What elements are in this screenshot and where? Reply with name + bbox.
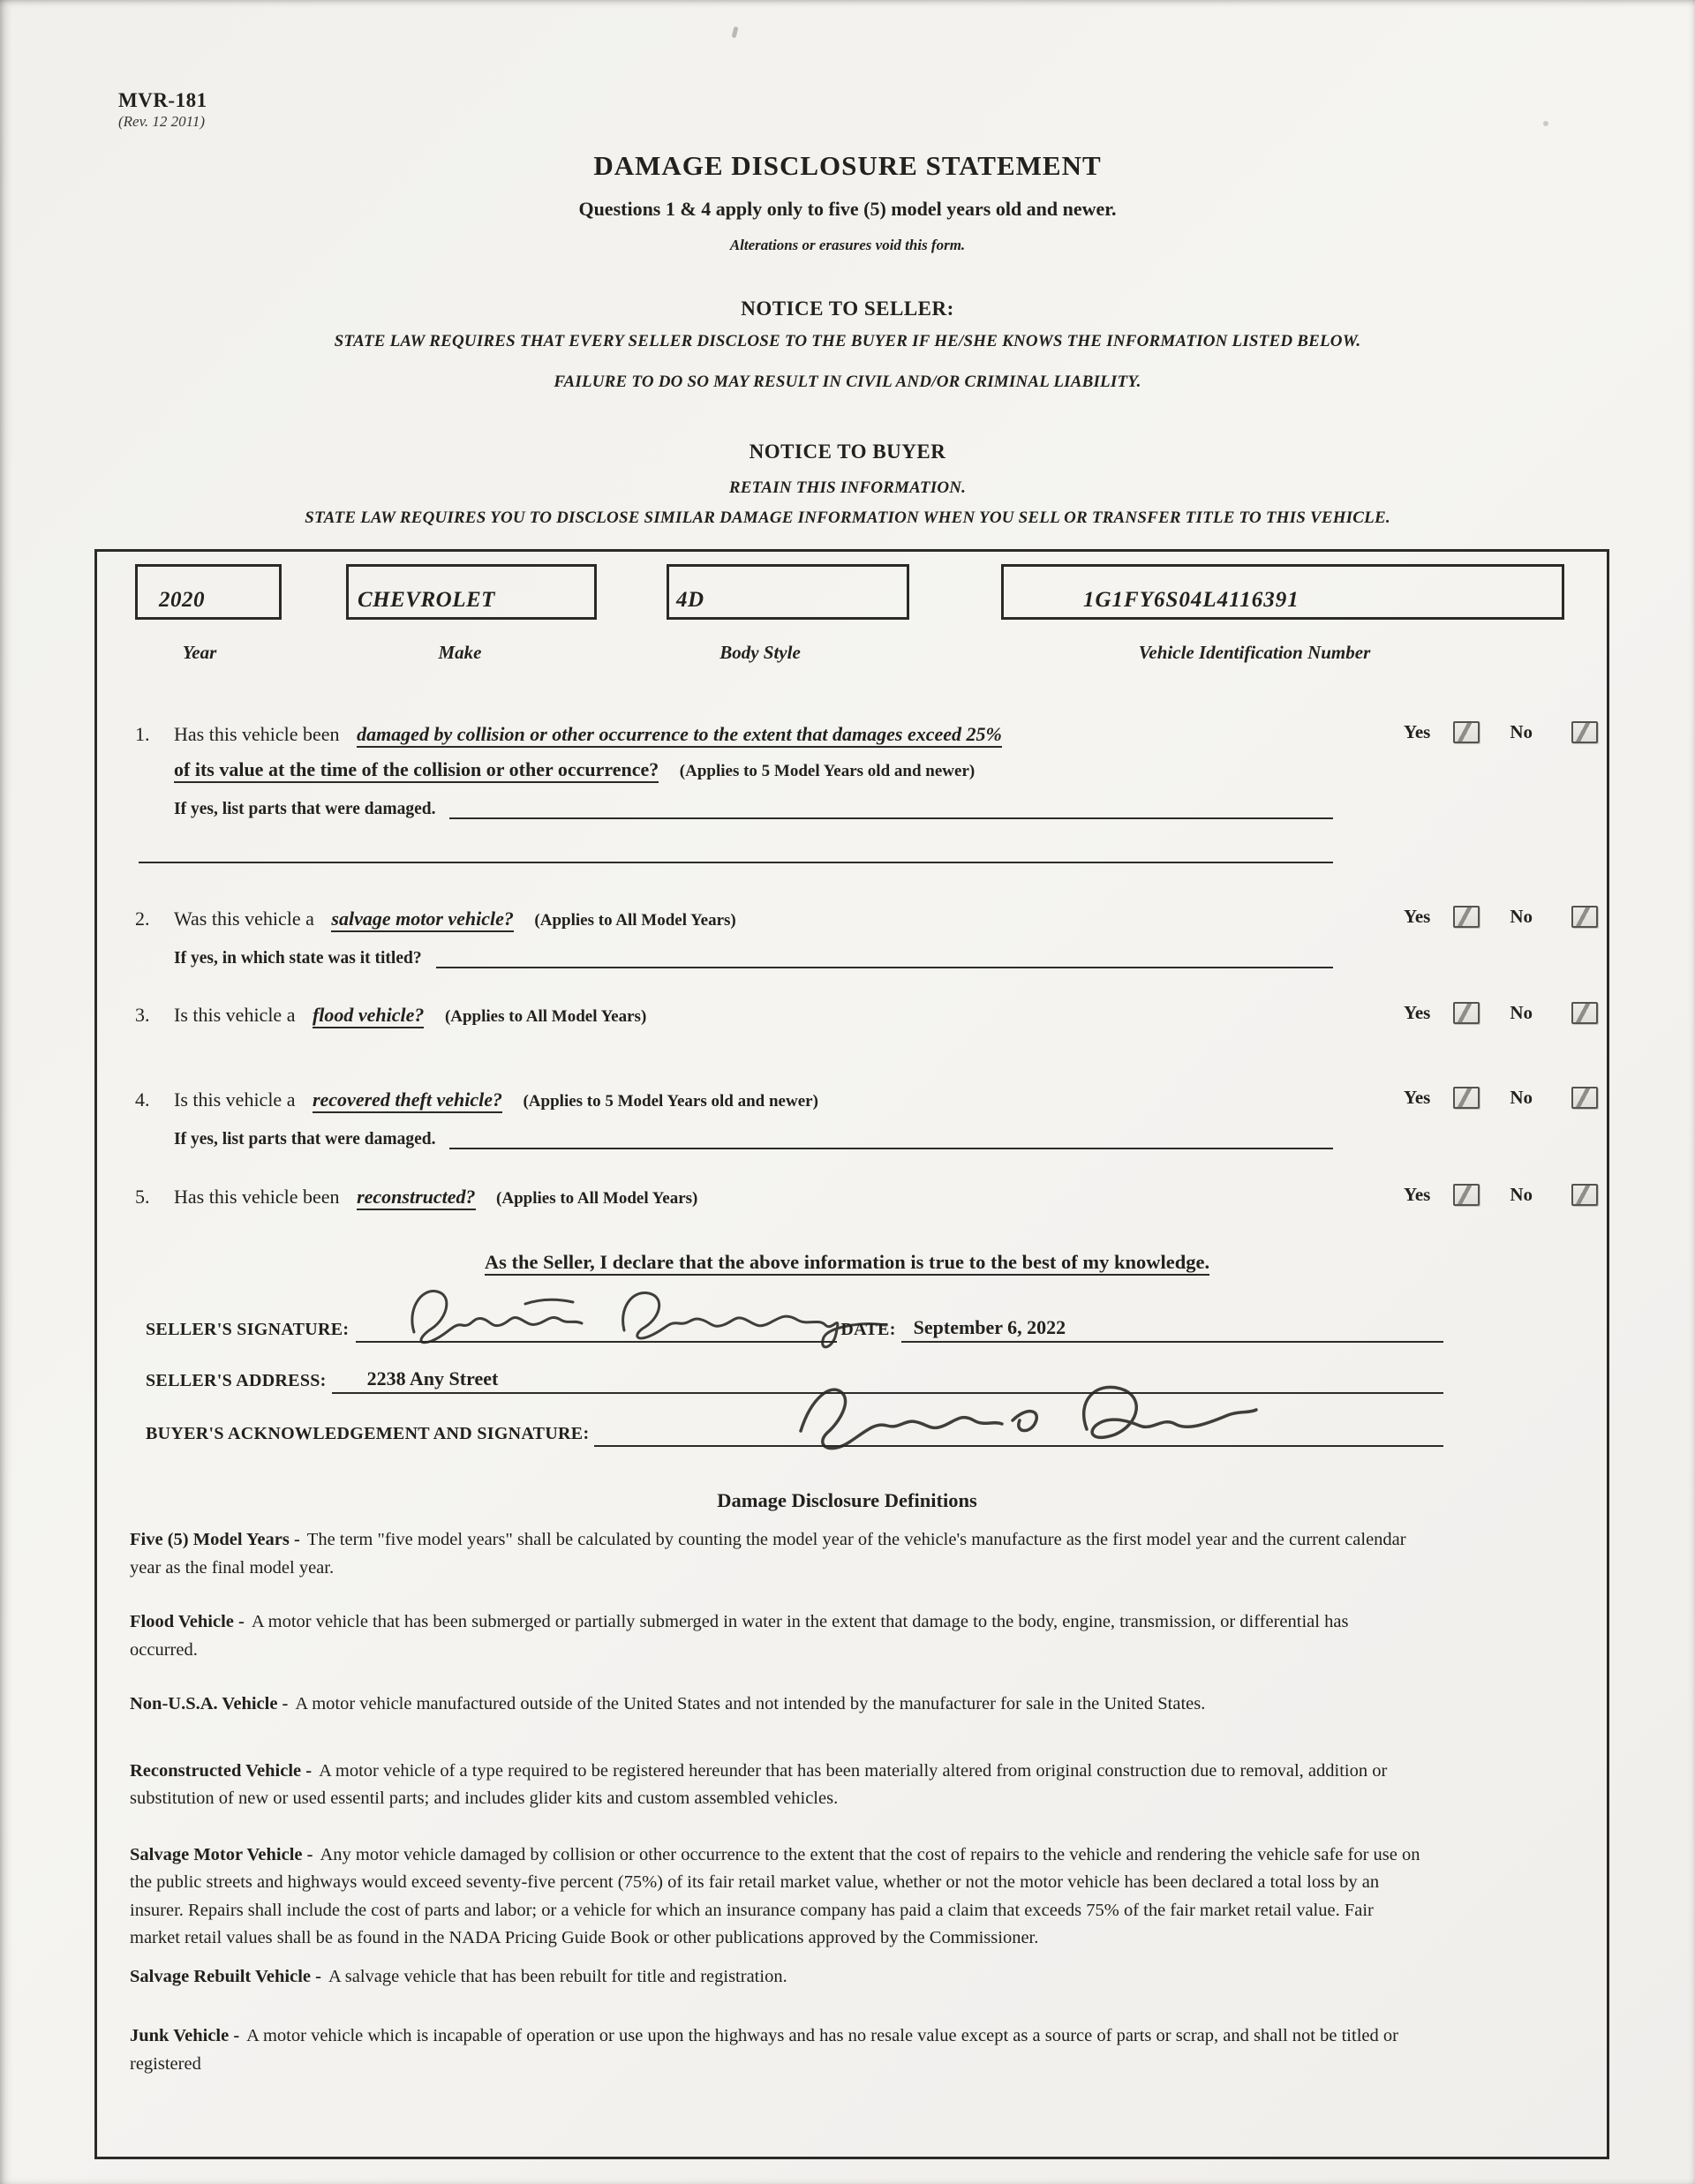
question-5: [135, 1182, 1598, 1214]
definition-term: Reconstructed Vehicle -: [130, 1760, 313, 1781]
vin-value: 1G1FY6S04L4116391: [1083, 588, 1300, 612]
year-label: Year: [182, 642, 217, 663]
question-number: 3.: [135, 1004, 150, 1026]
no-checkbox: [1571, 1002, 1598, 1024]
page-title: DAMAGE DISCLOSURE STATEMENT: [593, 150, 1102, 181]
question-3-yesno: [1404, 1002, 1598, 1024]
form-header: [0, 0, 1695, 530]
yes-label: Yes: [1403, 1002, 1431, 1023]
no-label: No: [1510, 721, 1533, 742]
question-1: [135, 719, 1598, 863]
notice-to-seller-heading: NOTICE TO SELLER:: [741, 297, 954, 320]
question-prefix: Has this vehicle been: [174, 723, 340, 745]
date-label: DATE:: [840, 1320, 896, 1339]
yes-label: Yes: [1403, 906, 1431, 927]
definition-term: Flood Vehicle -: [130, 1612, 245, 1631]
question-number: 5.: [135, 1186, 150, 1208]
definition-text: A motor vehicle of a type required to be registered hereunder that has been materially altered from original construction due to removal, addition or substitution of new or used essentil parts; and includes glider kits and custom assembled vehicles.: [130, 1760, 1388, 1808]
form-number: MVR-181: [118, 89, 207, 111]
yes-label: Yes: [1403, 1184, 1431, 1205]
make-field: [346, 564, 597, 620]
yes-label: Yes: [1403, 1087, 1431, 1108]
make-label: Make: [438, 642, 482, 663]
date-line: [901, 1300, 1443, 1343]
seller-declaration-text: As the Seller, I declare that the above information is true to the best of my knowledge.: [485, 1251, 1209, 1276]
vehicle-info-section: [135, 564, 1598, 697]
question-2-yesno: [1404, 906, 1598, 928]
question-emphasis: salvage motor vehicle?: [331, 907, 514, 932]
question-4: [135, 1085, 1598, 1155]
no-checkbox: [1571, 1087, 1598, 1109]
vin-field: [1001, 564, 1564, 620]
yes-checkbox: [1453, 721, 1480, 743]
followup-label: If yes, list parts that were damaged.: [174, 1130, 436, 1148]
form-number-block: [118, 88, 207, 131]
definition-text: Any motor vehicle damaged by collision or other occurrence to the extent that the cost of repairs to the vehicle and rendering the vehicle safe for use on the public streets and highways would exceed seventy-five percent (75%) of its fair retail market value, whether or not the motor vehicle has been declared a total loss by an insurer. Repairs shall include the cost of parts and labor; or a vehicle for which an insurance company has paid a claim that exceeds 75% of the fair market retail value. Fair market retail values shall be as found in the NADA Pricing Guide Book or other publications approved by the Commissioner.: [130, 1844, 1420, 1947]
notice-to-seller-line2: FAILURE TO DO SO MAY RESULT IN CIVIL AND/OR CRIMINAL LIABILITY.: [554, 373, 1141, 391]
answer-line: [449, 1148, 1333, 1149]
no-label: No: [1510, 1087, 1533, 1108]
definition-reconstructed-vehicle: [130, 1758, 1420, 1813]
yes-checkbox: [1453, 1087, 1480, 1109]
yes-label: Yes: [1403, 721, 1431, 742]
question-number: 1.: [135, 723, 150, 745]
question-1-yesno: [1404, 721, 1598, 743]
seller-declaration: [135, 1247, 1598, 1277]
buyer-signature-row: [146, 1408, 1443, 1447]
question-number: 4.: [135, 1088, 150, 1111]
applies-note: (Applies to All Model Years): [444, 1007, 647, 1026]
definition-five-model-years: [130, 1526, 1420, 1582]
no-label: No: [1510, 1184, 1533, 1205]
question-1-line1: [135, 719, 1598, 749]
yes-checkbox: [1453, 1002, 1480, 1024]
applies-note: (Applies to 5 Model Years old and newer): [679, 762, 976, 780]
year-value: 2020: [159, 588, 205, 612]
seller-signature-line: [356, 1300, 837, 1343]
date-value: September 6, 2022: [913, 1316, 1066, 1338]
question-prefix: Was this vehicle a: [174, 907, 314, 930]
vin-label: Vehicle Identification Number: [1138, 642, 1371, 663]
question-4-yesno: [1404, 1087, 1598, 1109]
buyer-signature-line: [594, 1408, 1443, 1447]
definition-non-usa-vehicle: [130, 1691, 1420, 1719]
no-checkbox: [1571, 906, 1598, 928]
body-style-field: [667, 564, 909, 620]
seller-address-row: [146, 1355, 1443, 1394]
question-emphasis: reconstructed?: [357, 1186, 475, 1210]
question-emphasis: damaged by collision or other occurrence to the extent that damages exceed 25%: [357, 723, 1002, 748]
answer-line: [436, 967, 1333, 968]
question-prefix: Has this vehicle been: [174, 1186, 340, 1208]
question-2: [135, 904, 1598, 974]
definition-text: A salvage vehicle that has been rebuilt for title and registration.: [328, 1966, 787, 1986]
notice-to-buyer-line1: RETAIN THIS INFORMATION.: [728, 478, 967, 497]
no-label: No: [1510, 906, 1533, 927]
question-prefix: Is this vehicle a: [174, 1004, 296, 1026]
no-checkbox: [1571, 721, 1598, 743]
definition-salvage-motor-vehicle: [130, 1841, 1420, 1953]
applies-note: (Applies to All Model Years): [496, 1189, 698, 1208]
body-style-value: 4D: [676, 588, 704, 612]
definition-flood-vehicle: [130, 1608, 1420, 1664]
definition-text: A motor vehicle that has been submerged or partially submerged in water in the extent that damage to the body, engine, transmission, or differential has occurred.: [130, 1612, 1349, 1660]
seller-signature-label: SELLER'S SIGNATURE:: [146, 1320, 350, 1339]
make-value: CHEVROLET: [358, 588, 495, 612]
definitions-section: [130, 1526, 1420, 2078]
year-field: [135, 564, 282, 620]
definition-salvage-rebuilt-vehicle: [130, 1963, 1420, 1992]
seller-address-value: 2238 Any Street: [366, 1367, 499, 1389]
definition-text: The term "five model years" shall be calculated by counting the model year of the vehicle's manufacture as the first model year and the current calendar year as the final model year.: [130, 1530, 1406, 1578]
yes-checkbox: [1453, 906, 1480, 928]
notice-to-buyer-heading: NOTICE TO BUYER: [749, 441, 946, 463]
question-emphasis: recovered theft vehicle?: [313, 1088, 502, 1113]
definition-text: A motor vehicle which is incapable of operation or use upon the highways and has no resale value except as a source of parts or scrap, and shall not be titled or registered: [130, 2026, 1398, 2074]
applies-note: (Applies to All Model Years): [534, 911, 736, 930]
body-style-label: Body Style: [719, 642, 801, 663]
question-1-line2: [135, 755, 1598, 787]
question-emphasis-continued: of its value at the time of the collision or other occurrence?: [174, 758, 659, 783]
question-5-line1: [135, 1182, 1598, 1214]
followup-label: If yes, list parts that were damaged.: [174, 800, 436, 818]
form-revision: (Rev. 12 2011): [118, 112, 206, 130]
seller-address-label: SELLER'S ADDRESS:: [146, 1371, 327, 1390]
question-4-followup: [135, 1125, 1598, 1155]
disclosure-form-box: [94, 549, 1609, 2159]
buyer-acknowledgement-label: BUYER'S ACKNOWLEDGEMENT AND SIGNATURE:: [146, 1424, 590, 1443]
definition-term: Junk Vehicle -: [130, 2026, 240, 2045]
no-checkbox: [1571, 1184, 1598, 1206]
question-number: 2.: [135, 907, 150, 930]
question-2-followup: [135, 944, 1598, 974]
definitions-heading: Damage Disclosure Definitions: [717, 1489, 977, 1511]
definition-term: Salvage Rebuilt Vehicle -: [130, 1966, 321, 1986]
seller-address-line: [332, 1355, 1443, 1394]
question-4-line1: [135, 1085, 1598, 1117]
applies-note: (Applies to 5 Model Years old and newer): [523, 1092, 818, 1111]
alterations-note: Alterations or erasures void this form.: [729, 237, 966, 253]
notice-to-buyer-line2: STATE LAW REQUIRES YOU TO DISCLOSE SIMILAR DAMAGE INFORMATION WHEN YOU SELL OR TRANSFER TITLE TO THIS VEHICLE.: [305, 508, 1390, 527]
question-5-yesno: [1404, 1184, 1598, 1206]
definition-text: A motor vehicle manufactured outside of the United States and not intended by the manufacturer for sale in the United States.: [295, 1694, 1206, 1713]
followup-label: If yes, in which state was it titled?: [174, 949, 422, 968]
definition-junk-vehicle: [130, 2022, 1420, 2078]
question-3-line1: [135, 1000, 1598, 1032]
answer-line: [139, 862, 1333, 863]
no-label: No: [1510, 1002, 1533, 1023]
question-1-followup: [135, 795, 1598, 825]
answer-line: [449, 817, 1333, 819]
question-2-line1: [135, 904, 1598, 936]
page-subtitle: Questions 1 & 4 apply only to five (5) model years old and newer.: [578, 198, 1117, 220]
notice-to-seller-line1: STATE LAW REQUIRES THAT EVERY SELLER DISCLOSE TO THE BUYER IF HE/SHE KNOWS THE INFORMATION LISTED BELOW.: [334, 332, 1361, 350]
question-prefix: Is this vehicle a: [174, 1088, 296, 1111]
definition-term: Five (5) Model Years -: [130, 1530, 300, 1549]
definition-term: Non-U.S.A. Vehicle -: [130, 1694, 289, 1713]
scan-artifact: [1543, 121, 1548, 126]
definition-term: Salvage Motor Vehicle -: [130, 1844, 313, 1864]
yes-checkbox: [1453, 1184, 1480, 1206]
question-emphasis: flood vehicle?: [313, 1004, 424, 1028]
question-3: [135, 1000, 1598, 1032]
seller-signature-row: [146, 1300, 1443, 1343]
